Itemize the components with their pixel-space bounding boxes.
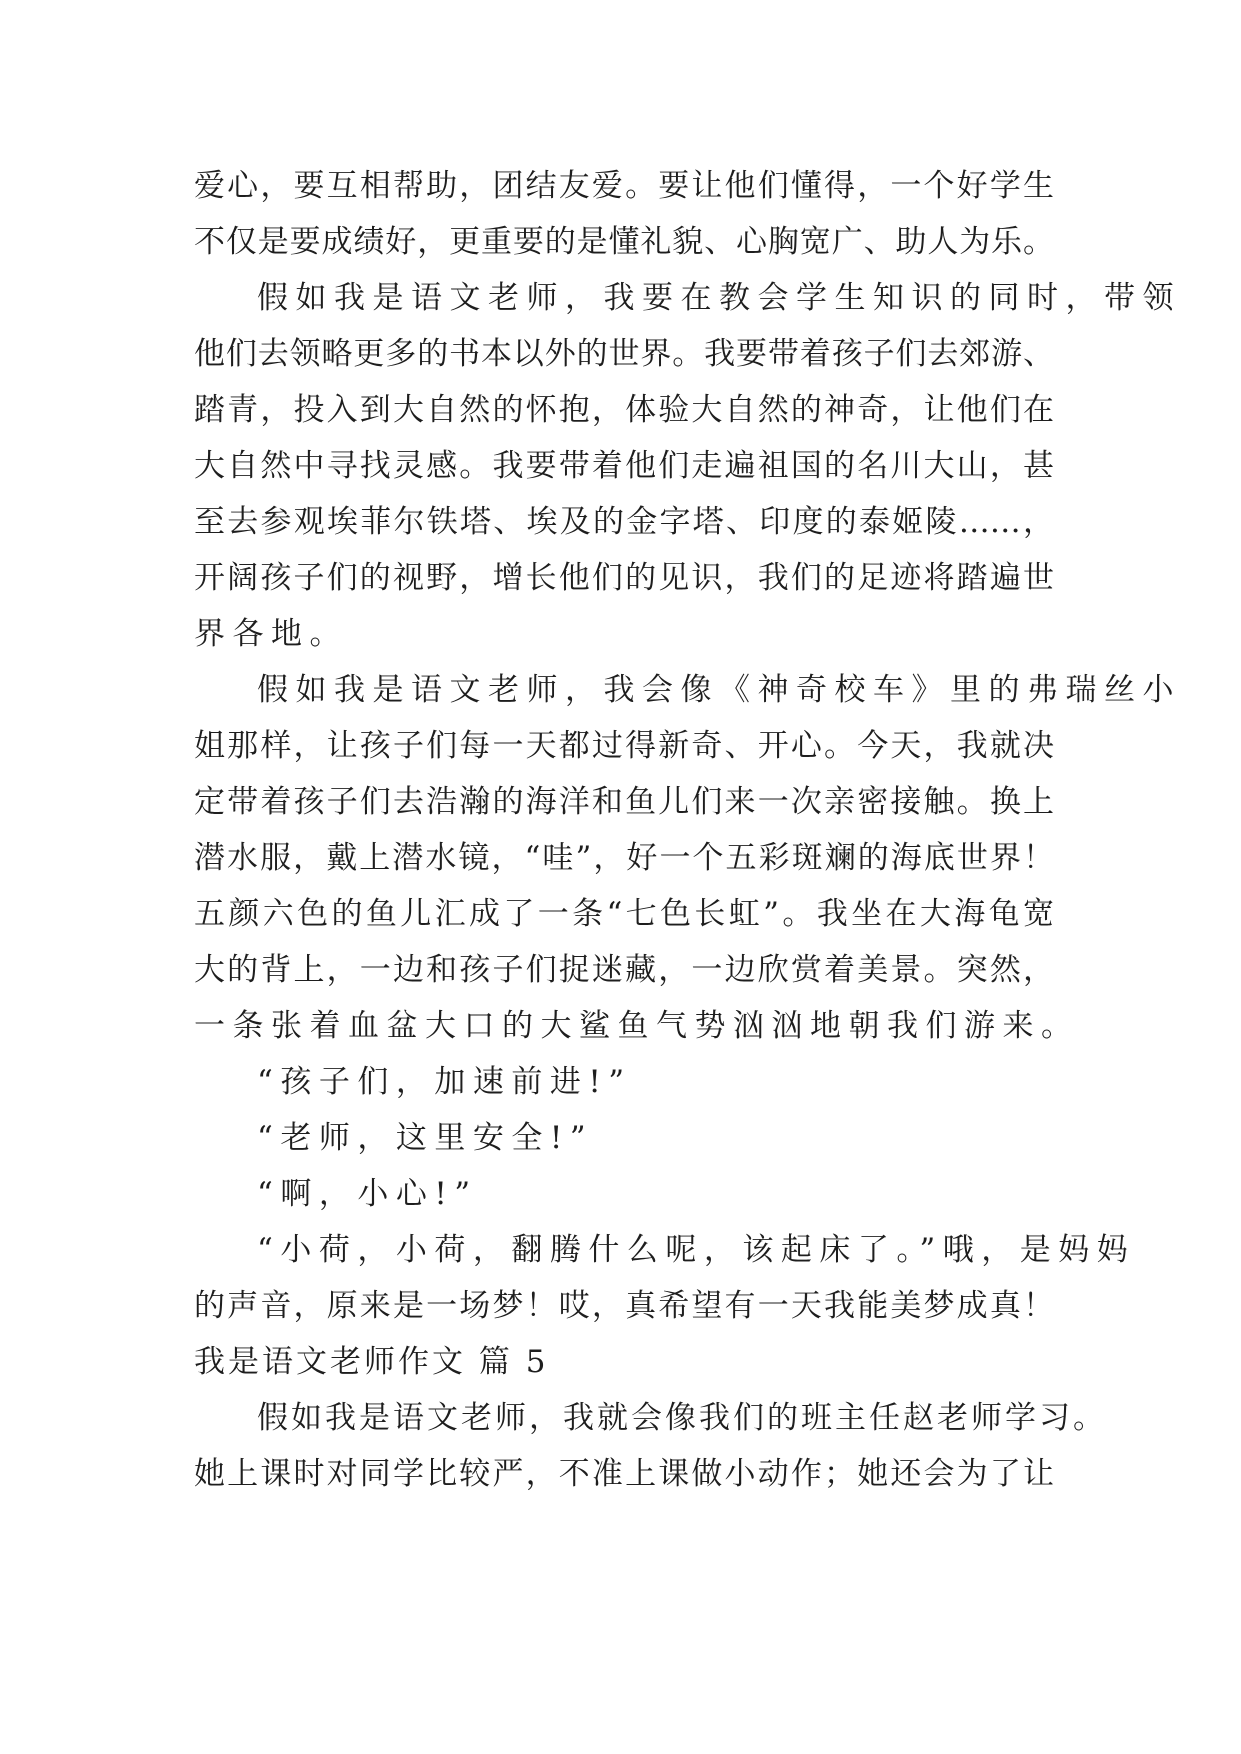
section-heading: 我是语文老师作文 篇 5 xyxy=(194,1344,549,1380)
text-line: 定带着孩子们去浩瀚的海洋和鱼儿们来一次亲密接触。换上 xyxy=(194,784,1054,820)
text-line: 大的背上，一边和孩子们捉迷藏，一边欣赏着美景。突然， xyxy=(194,952,1054,988)
text-line: 一条张着血盆大口的大鲨鱼气势汹汹地朝我们游来。 xyxy=(194,1008,1080,1044)
text-line: 他们去领略更多的书本以外的世界。我要带着孩子们去郊游、 xyxy=(194,336,1054,372)
dialogue-line: “啊，小心!” xyxy=(257,1176,478,1212)
text-line: 爱心，要互相帮助，团结友爱。要让他们懂得，一个好学生 xyxy=(194,168,1054,204)
dialogue-line: “老师，这里安全!” xyxy=(257,1120,594,1156)
paragraph-first-line: 假如我是语文老师，我就会像我们的班主任赵老师学习。 xyxy=(257,1400,1107,1436)
text-line: 大自然中寻找灵感。我要带着他们走遍祖国的名川大山，甚 xyxy=(194,448,1054,484)
text-line: 姐那样，让孩子们每一天都过得新奇、开心。今天，我就决 xyxy=(194,728,1054,764)
paragraph-first-line: 假如我是语文老师，我要在教会学生知识的同时，带领 xyxy=(257,280,1181,316)
text-line: 开阔孩子们的视野，增长他们的见识，我们的足迹将踏遍世 xyxy=(194,560,1054,596)
text-line: 不仅是要成绩好，更重要的是懂礼貌、心胸宽广、助人为乐。 xyxy=(194,224,1054,260)
paragraph-first-line: “小荷，小荷，翻腾什么呢，该起床了。”哦，是妈妈 xyxy=(257,1232,1136,1268)
paragraph-first-line: 假如我是语文老师，我会像《神奇校车》里的弗瑞丝小 xyxy=(257,672,1181,708)
text-line: 五颜六色的鱼儿汇成了一条“七色长虹”。我坐在大海龟宽 xyxy=(194,896,1054,932)
text-line: 踏青，投入到大自然的怀抱，体验大自然的神奇，让他们在 xyxy=(194,392,1054,428)
text-line: 至去参观埃菲尔铁塔、埃及的金字塔、印度的泰姬陵……， xyxy=(194,504,1054,540)
text-line: 界各地。 xyxy=(194,616,348,652)
text-line: 的声音，原来是一场梦！哎，真希望有一天我能美梦成真！ xyxy=(194,1288,1054,1324)
text-line: 她上课时对同学比较严，不准上课做小动作；她还会为了让 xyxy=(194,1456,1054,1492)
text-line: 潜水服，戴上潜水镜，“哇”，好一个五彩斑斓的海底世界！ xyxy=(194,840,1054,876)
dialogue-line: “孩子们，加速前进!” xyxy=(257,1064,632,1100)
